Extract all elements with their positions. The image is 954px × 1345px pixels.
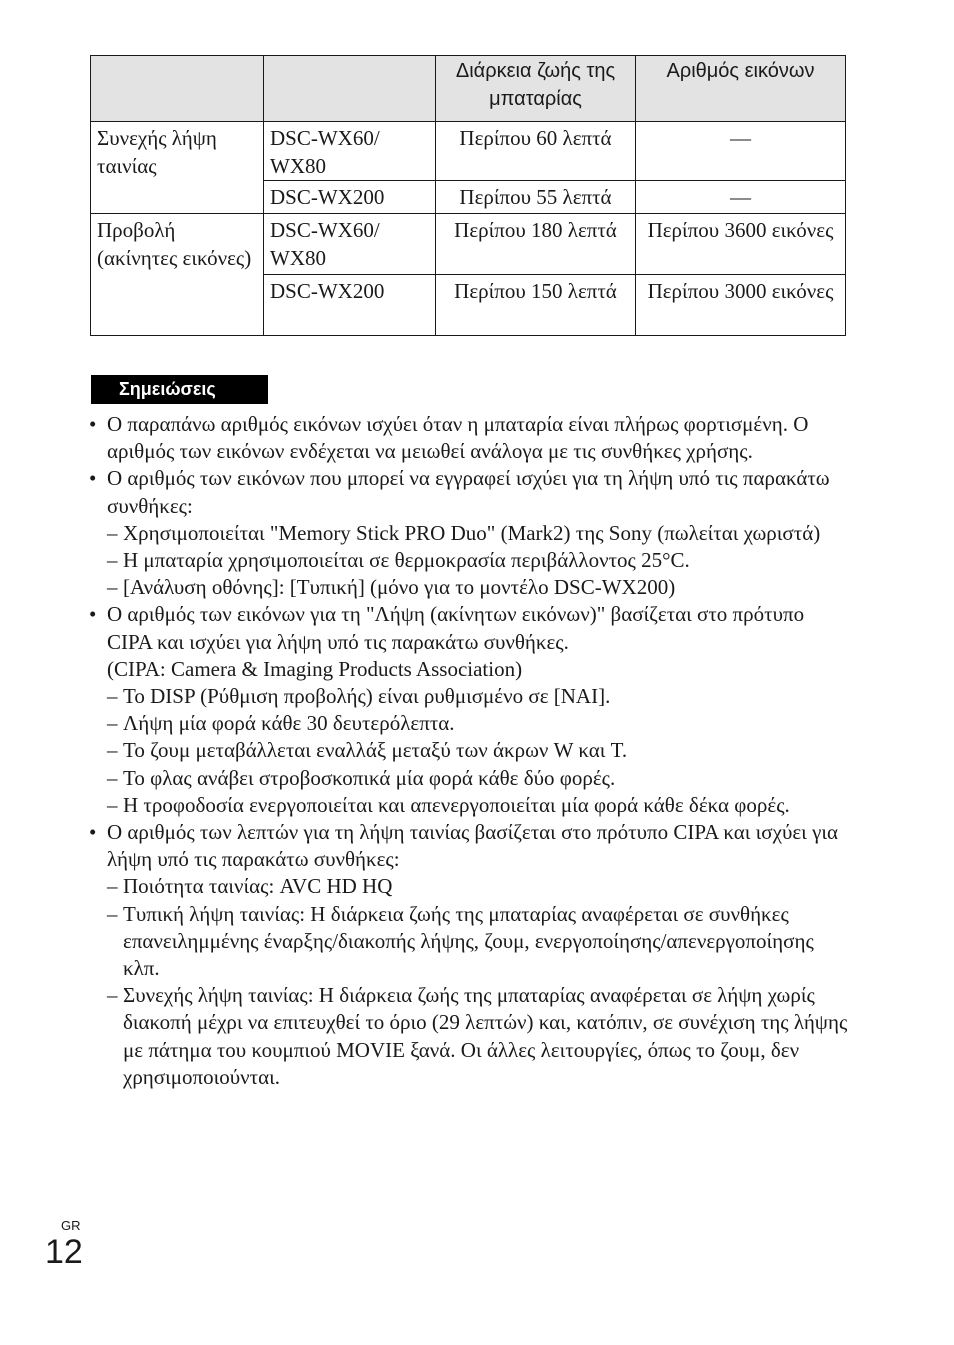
note-bullet: • Ο παραπάνω αριθμός εικόνων ισχύει όταν η μπαταρία είναι πλήρως φορτισμένη. Ο αριθμός των εικόνων ενδέχεται να μειωθεί ανάλογα με τις συνθήκες χρήσης. [88, 411, 848, 465]
duration-cell: Περίπου 60 λεπτά [436, 122, 636, 181]
mode-cell: Συνεχής λήψη ταινίας [91, 122, 264, 214]
images-cell: — [636, 181, 846, 214]
table-row [91, 122, 846, 181]
images-cell: Περίπου 3600 εικόνες [636, 214, 846, 275]
images-cell: Περίπου 3000 εικόνες [636, 275, 846, 336]
note-sub-item: – [Ανάλυση οθόνης]: [Τυπική] (μόνο για το μοντέλο DSC-WX200) [88, 574, 848, 601]
note-sub-item: – Η μπαταρία χρησιμοποιείται σε θερμοκρασία περιβάλλοντος 25°C. [88, 547, 848, 574]
notes-list [88, 411, 848, 1091]
note-bullet: • Ο αριθμός των εικόνων που μπορεί να εγγραφεί ισχύει για τη λήψη υπό τις παρακάτω συνθήκες: [88, 465, 848, 519]
header-mode [91, 56, 264, 122]
mode-cell: Προβολή (ακίνητες εικόνες) [91, 214, 264, 336]
note-sub-item: – Το ζουμ μεταβάλλεται εναλλάξ μεταξύ των άκρων W και T. [88, 737, 848, 764]
notes-heading: Σημειώσεις [91, 375, 268, 404]
duration-cell: Περίπου 150 λεπτά [436, 275, 636, 336]
note-sub-item: – Ποιότητα ταινίας: AVC HD HQ [88, 873, 848, 900]
model-cell: DSC-WX60/ WX80 [264, 122, 436, 181]
note-sub-item: – Τυπική λήψη ταινίας: Η διάρκεια ζωής της μπαταρίας αναφέρεται σε συνθήκες επανειλημμένης έναρξης/διακοπής λήψης, ζουμ, ενεργοποίησης/απενεργοποίησης κλπ. [88, 901, 848, 983]
table-row [91, 214, 846, 275]
note-sub-item: – Λήψη μία φορά κάθε 30 δευτερόλεπτα. [88, 710, 848, 737]
images-cell: — [636, 122, 846, 181]
battery-life-table [90, 55, 846, 336]
note-sub-item: – Χρησιμοποιείται "Memory Stick PRO Duo" (Mark2) της Sony (πωλείται χωριστά) [88, 520, 848, 547]
note-sub-item: – Συνεχής λήψη ταινίας: Η διάρκεια ζωής της μπαταρίας αναφέρεται σε λήψη χωρίς διακοπή μέχρι να επιτευχθεί το όριο (29 λεπτών) και, κατόπιν, σε συνέχιση της λήψης με πάτημα του κουμπιού MOVIE ξανά. Οι άλλες λειτουργίες, όπως το ζουμ, δεν χρησιμοποιούνται. [88, 982, 848, 1091]
note-bullet: • Ο αριθμός των λεπτών για τη λήψη ταινίας βασίζεται στο πρότυπο CIPA και ισχύει για λήψη υπό τις παρακάτω συνθήκες: [88, 819, 848, 873]
model-cell: DSC-WX200 [264, 275, 436, 336]
model-cell: DSC-WX60/ WX80 [264, 214, 436, 275]
note-sub-item: – Το φλας ανάβει στροβοσκοπικά μία φορά κάθε δύο φορές. [88, 765, 848, 792]
duration-cell: Περίπου 180 λεπτά [436, 214, 636, 275]
note-sub-item: – Η τροφοδοσία ενεργοποιείται και απενεργοποιείται μία φορά κάθε δέκα φορές. [88, 792, 848, 819]
table-header-row [91, 56, 846, 122]
duration-cell: Περίπου 55 λεπτά [436, 181, 636, 214]
model-cell: DSC-WX200 [264, 181, 436, 214]
header-battery-life: Διάρκεια ζωής της μπαταρίας [436, 56, 636, 122]
header-model [264, 56, 436, 122]
region-code: GR [61, 1218, 81, 1233]
header-image-count: Αριθμός εικόνων [636, 56, 846, 122]
page-number: 12 [45, 1233, 83, 1271]
note-sub-item: – Το DISP (Ρύθμιση προβολής) είναι ρυθμισμένο σε [ΝΑΙ]. [88, 683, 848, 710]
note-bullet: • Ο αριθμός των εικόνων για τη "Λήψη (ακίνητων εικόνων)" βασίζεται στο πρότυπο CIPA και ισχύει για λήψη υπό τις παρακάτω συνθήκες. [88, 601, 848, 655]
note-cipa-definition: (CIPA: Camera & Imaging Products Association) [107, 656, 523, 681]
